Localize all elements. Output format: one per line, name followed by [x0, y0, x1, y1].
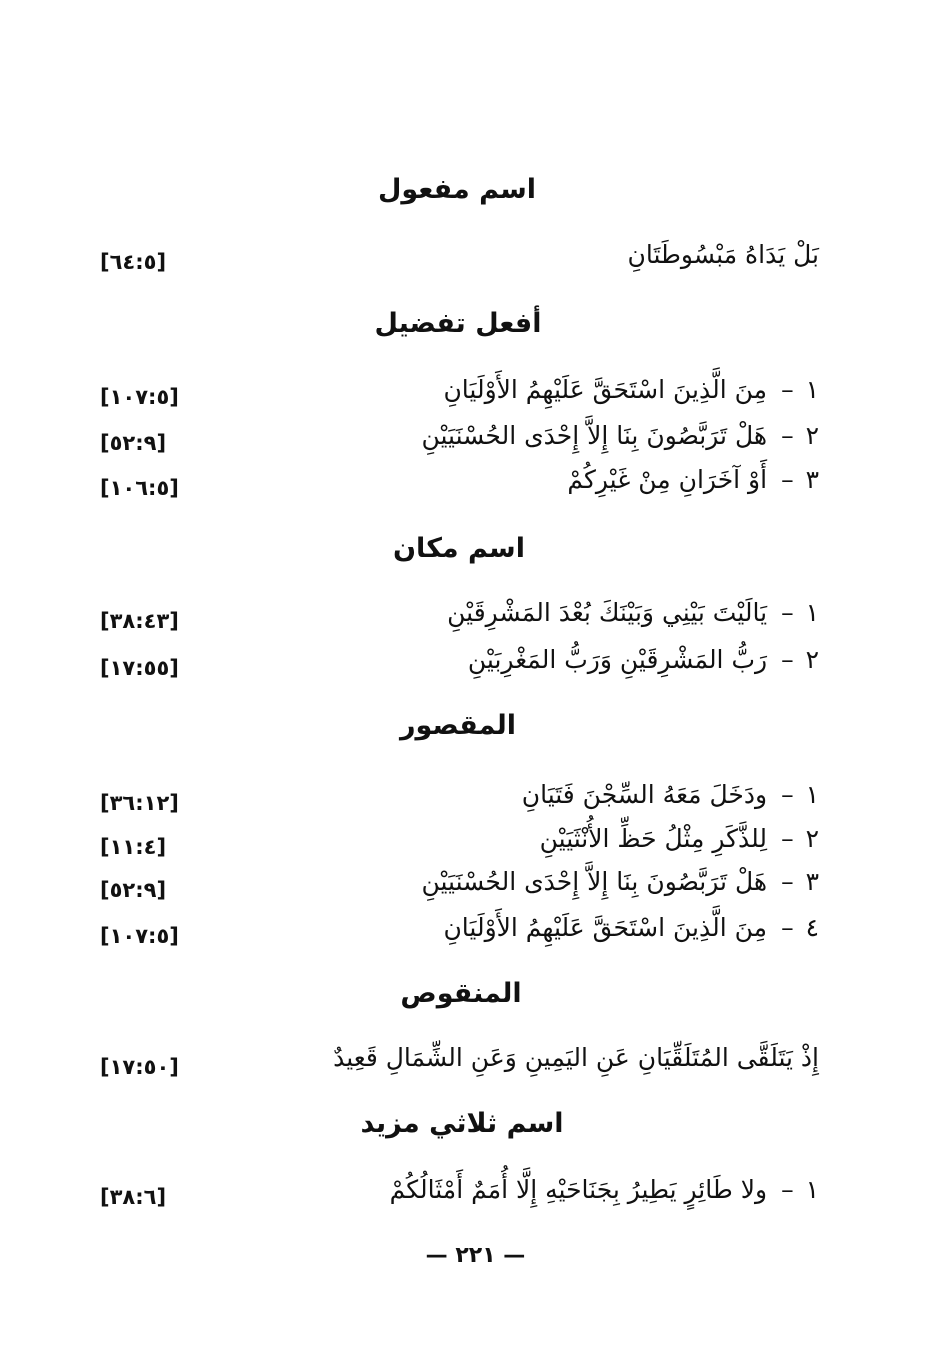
- verse-line: [333, 1043, 819, 1072]
- verse-line: [522, 780, 819, 809]
- section-heading: اسم ثلاثي مزيد: [360, 1108, 564, 1139]
- verse-text: إِذْ يَتَلَقَّى المُتَلَقِّيَانِ عَنِ اليَمِينِ وَعَنِ الشِّمَالِ قَعِيدٌ: [333, 1043, 819, 1072]
- verse-text: ودَخَلَ مَعَهُ السِّجْنَ فَتَيَانِ: [521, 780, 768, 809]
- verse-text: رَبُّ المَشْرِقَيْنِ وَرَبُّ المَغْرِبَيْنِ: [467, 645, 768, 674]
- verse-number: ١: [805, 1175, 819, 1204]
- verse-reference: [١٧:٥٠]: [100, 1055, 179, 1079]
- verse-reference: [٦٤:٥]: [100, 250, 167, 274]
- section-heading: اسم مفعول: [377, 174, 537, 205]
- verse-line: [540, 824, 819, 853]
- verse-text: لِلذَّكَرِ مِثْلُ حَظِّ الأُنْثَيَيْنِ: [539, 824, 768, 853]
- verse-line: [468, 645, 819, 674]
- verse-number: ١: [805, 780, 819, 809]
- verse-number: ٣: [805, 867, 819, 896]
- dash-separator: –: [781, 645, 794, 674]
- dash-separator: –: [781, 867, 794, 896]
- verse-text: هَلْ تَرَبَّصُونَ بِنَا إِلاَّ إِحْدَى الحُسْنَيَيْنِ: [421, 867, 768, 896]
- dash-separator: –: [781, 421, 794, 450]
- verse-line: [443, 375, 819, 404]
- dash-separator: –: [781, 780, 794, 809]
- section-heading: المنقوص: [400, 978, 522, 1009]
- dash-separator: –: [781, 375, 794, 404]
- verse-number: ١: [805, 598, 819, 627]
- verse-line: [628, 240, 819, 269]
- dash-separator: –: [781, 913, 794, 942]
- verse-number: ٤: [805, 913, 819, 942]
- verse-reference: [١٠٧:٥]: [100, 385, 179, 409]
- verse-reference: [٥٢:٩]: [100, 878, 167, 902]
- verse-reference: [٣٨:٤٣]: [100, 609, 179, 633]
- verse-reference: [٥٢:٩]: [100, 431, 167, 455]
- verse-reference: [٣٦:١٢]: [100, 791, 179, 815]
- page-number: — ٢٢١ —: [425, 1243, 526, 1268]
- verse-text: مِنَ الَّذِينَ اسْتَحَقَّ عَلَيْهِمُ الأَوْلَيَانِ: [443, 913, 768, 942]
- verse-line: [447, 598, 819, 627]
- verse-line: [390, 1175, 819, 1204]
- verse-text: مِنَ الَّذِينَ اسْتَحَقَّ عَلَيْهِمُ الأَوْلَيَانِ: [443, 375, 768, 404]
- verse-text: أَوْ آخَرَانِ مِنْ غَيْرِكُمْ: [567, 465, 768, 494]
- verse-line: [567, 465, 819, 494]
- verse-number: ١: [805, 375, 819, 404]
- dash-separator: –: [781, 824, 794, 853]
- verse-text: ولا طَائِرٍ يَطِيرُ بِجَنَاحَيْهِ إِلَّا أُمَمٌ أَمْثَالُكُمْ: [389, 1175, 768, 1204]
- dash-separator: –: [781, 598, 794, 627]
- section-heading: اسم مكان: [393, 533, 525, 564]
- verse-line: [421, 421, 819, 450]
- verse-reference: [١٠٧:٥]: [100, 924, 179, 948]
- verse-line: [443, 913, 819, 942]
- verse-reference: [٣٨:٦]: [100, 1185, 167, 1209]
- verse-reference: [١١:٤]: [100, 835, 167, 859]
- dash-separator: –: [781, 1175, 794, 1204]
- section-heading: المقصور: [399, 710, 517, 741]
- verse-number: ٢: [805, 645, 819, 674]
- section-heading: أفعل تفضيل: [374, 308, 542, 339]
- verse-text: بَلْ يَدَاهُ مَبْسُوطَتَانِ: [627, 240, 819, 269]
- verse-reference: [١٧:٥٥]: [100, 656, 179, 680]
- verse-reference: [١٠٦:٥]: [100, 476, 179, 500]
- verse-number: ٣: [805, 465, 819, 494]
- verse-number: ٢: [805, 421, 819, 450]
- verse-line: [421, 867, 819, 896]
- verse-text: يَالَيْتَ بَيْنِي وَبَيْنَكَ بُعْدَ المَشْرِقَيْنِ: [447, 598, 768, 627]
- verse-number: ٢: [805, 824, 819, 853]
- verse-text: هَلْ تَرَبَّصُونَ بِنَا إِلاَّ إِحْدَى الحُسْنَيَيْنِ: [421, 421, 768, 450]
- dash-separator: –: [781, 465, 794, 494]
